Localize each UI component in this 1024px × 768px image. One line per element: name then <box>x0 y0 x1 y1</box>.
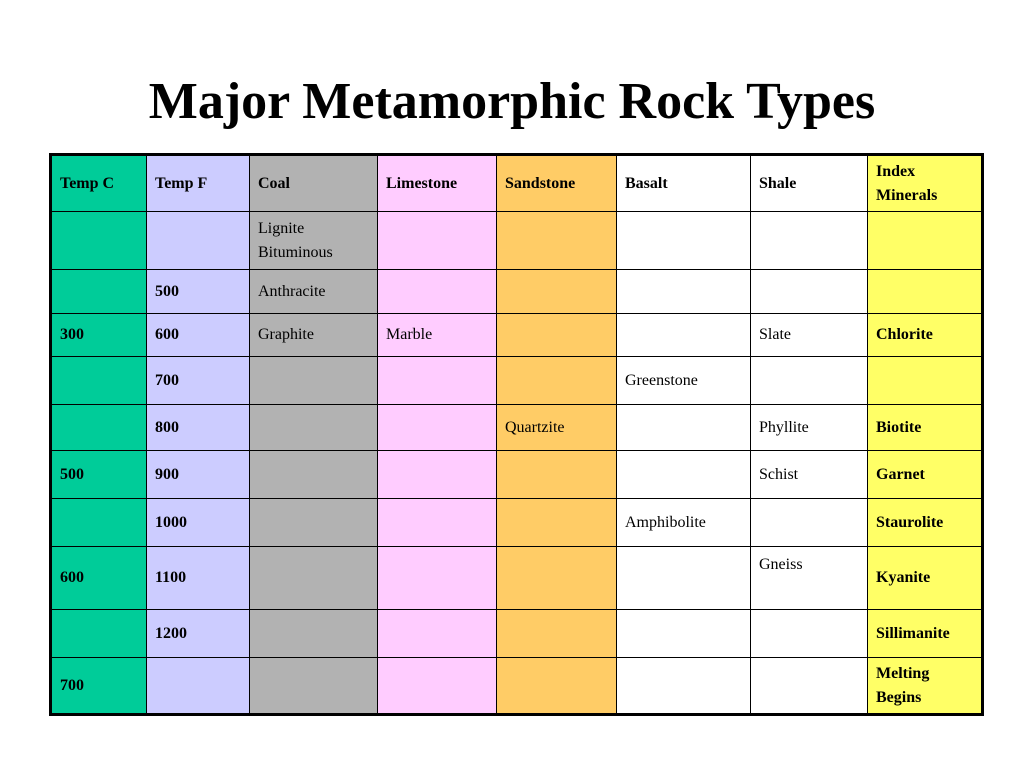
cell-temp-f: 900 <box>147 451 250 499</box>
cell-coal <box>250 547 378 610</box>
cell-shale: Schist <box>751 451 868 499</box>
cell-index-mineral <box>868 270 983 314</box>
table-row <box>51 658 983 715</box>
cell-shale <box>751 357 868 405</box>
table-row <box>51 314 983 357</box>
header-coal: Coal <box>250 155 378 212</box>
cell-shale <box>751 499 868 547</box>
rock-types-table <box>49 153 984 716</box>
cell-basalt <box>617 658 751 715</box>
cell-basalt <box>617 547 751 610</box>
table-row <box>51 547 983 610</box>
cell-temp-c <box>51 270 147 314</box>
cell-temp-c: 600 <box>51 547 147 610</box>
cell-basalt <box>617 314 751 357</box>
cell-coal: Lignite Bituminous <box>250 212 378 270</box>
cell-sandstone <box>497 547 617 610</box>
cell-shale: Gneiss <box>751 547 868 610</box>
cell-limestone <box>378 499 497 547</box>
cell-index-mineral: Staurolite <box>868 499 983 547</box>
cell-coal <box>250 499 378 547</box>
cell-temp-f: 1000 <box>147 499 250 547</box>
header-temp-c: Temp C <box>51 155 147 212</box>
cell-sandstone <box>497 270 617 314</box>
cell-index-mineral: Chlorite <box>868 314 983 357</box>
cell-sandstone <box>497 610 617 658</box>
cell-basalt <box>617 212 751 270</box>
page-title: Major Metamorphic Rock Types <box>148 73 876 130</box>
cell-limestone <box>378 357 497 405</box>
header-row <box>51 155 983 212</box>
table-row <box>51 270 983 314</box>
cell-temp-c <box>51 212 147 270</box>
cell-coal <box>250 357 378 405</box>
cell-basalt <box>617 270 751 314</box>
cell-temp-f: 800 <box>147 405 250 451</box>
cell-coal <box>250 658 378 715</box>
table-row <box>51 451 983 499</box>
header-temp-f: Temp F <box>147 155 250 212</box>
cell-index-mineral <box>868 212 983 270</box>
cell-temp-c <box>51 357 147 405</box>
cell-index-mineral: Melting Begins <box>868 658 983 715</box>
cell-sandstone <box>497 658 617 715</box>
cell-coal: Anthracite <box>250 270 378 314</box>
cell-basalt: Amphibolite <box>617 499 751 547</box>
cell-coal <box>250 610 378 658</box>
cell-basalt <box>617 610 751 658</box>
cell-basalt: Greenstone <box>617 357 751 405</box>
cell-coal <box>250 451 378 499</box>
cell-temp-c <box>51 405 147 451</box>
cell-temp-f: 600 <box>147 314 250 357</box>
cell-index-mineral: Kyanite <box>868 547 983 610</box>
cell-limestone <box>378 212 497 270</box>
cell-shale <box>751 658 868 715</box>
cell-limestone <box>378 270 497 314</box>
table-row <box>51 357 983 405</box>
cell-limestone: Marble <box>378 314 497 357</box>
cell-basalt <box>617 451 751 499</box>
cell-index-mineral: Biotite <box>868 405 983 451</box>
cell-temp-c <box>51 610 147 658</box>
cell-basalt <box>617 405 751 451</box>
cell-coal <box>250 405 378 451</box>
cell-sandstone <box>497 314 617 357</box>
table-row <box>51 212 983 270</box>
cell-sandstone <box>497 451 617 499</box>
table-row <box>51 610 983 658</box>
cell-temp-f: 500 <box>147 270 250 314</box>
cell-shale: Phyllite <box>751 405 868 451</box>
cell-sandstone <box>497 212 617 270</box>
cell-temp-f: 1200 <box>147 610 250 658</box>
cell-temp-f: 700 <box>147 357 250 405</box>
cell-temp-f: 1100 <box>147 547 250 610</box>
cell-shale: Slate <box>751 314 868 357</box>
cell-shale <box>751 610 868 658</box>
cell-sandstone <box>497 499 617 547</box>
cell-shale <box>751 212 868 270</box>
header-shale: Shale <box>751 155 868 212</box>
cell-temp-c: 300 <box>51 314 147 357</box>
header-limestone: Limestone <box>378 155 497 212</box>
table-row <box>51 499 983 547</box>
cell-temp-c <box>51 499 147 547</box>
cell-temp-f <box>147 212 250 270</box>
cell-temp-f <box>147 658 250 715</box>
cell-coal: Graphite <box>250 314 378 357</box>
cell-limestone <box>378 658 497 715</box>
cell-temp-c: 700 <box>51 658 147 715</box>
cell-index-mineral: Garnet <box>868 451 983 499</box>
cell-sandstone <box>497 357 617 405</box>
cell-limestone <box>378 405 497 451</box>
header-index-minerals: Index Minerals <box>868 155 983 212</box>
cell-limestone <box>378 451 497 499</box>
cell-sandstone: Quartzite <box>497 405 617 451</box>
cell-temp-c: 500 <box>51 451 147 499</box>
cell-limestone <box>378 610 497 658</box>
cell-limestone <box>378 547 497 610</box>
cell-index-mineral: Sillimanite <box>868 610 983 658</box>
cell-shale <box>751 270 868 314</box>
header-basalt: Basalt <box>617 155 751 212</box>
header-sandstone: Sandstone <box>497 155 617 212</box>
table-row <box>51 405 983 451</box>
cell-index-mineral <box>868 357 983 405</box>
